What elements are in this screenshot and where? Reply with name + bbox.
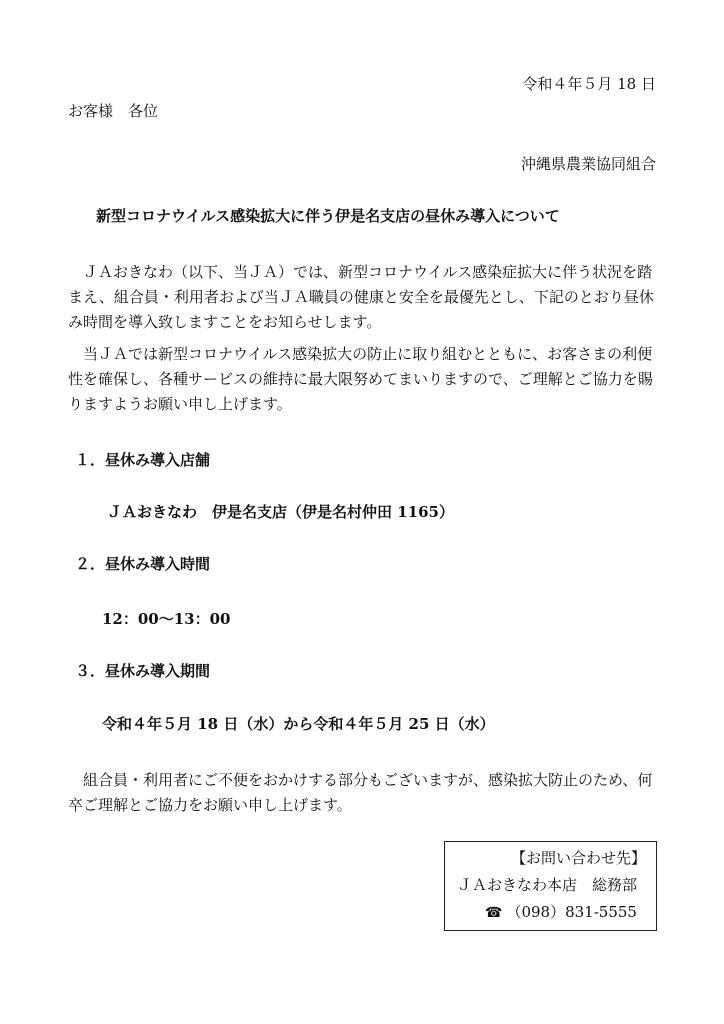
closing-paragraph: 組合員・利用者にご不便をおかけする部分もございますが、感染拡大防止のため、何卒ご理解とご協力をお願い申し上げます。 [68, 771, 653, 814]
section-heading-text: 昼休み導入時間 [105, 555, 211, 573]
recipient-line: お客様 各位 [68, 102, 159, 120]
document-title: 新型コロナウイルス感染拡大に伴う伊是名支店の昼休み導入について [96, 207, 560, 225]
telephone-icon: ☎ [485, 905, 503, 921]
section-number: ３． [75, 662, 106, 680]
section-heading-time [75, 557, 210, 572]
section-body-period: 令和４年５月 18 日（水）から令和４年５月 25 日（水） [102, 715, 495, 733]
contact-box [444, 841, 657, 931]
section-number: １． [75, 451, 106, 469]
contact-heading: 【お問い合わせ先】 [511, 849, 647, 867]
section-heading-text: 昼休み導入店舗 [105, 451, 211, 469]
section-number: ２． [75, 555, 106, 573]
issuer-name: 沖縄県農業協同組合 [520, 155, 656, 173]
contact-department: ＪＡおきなわ本店 総務部 [457, 876, 638, 894]
policy-paragraph: 当ＪＡでは新型コロナウイルス感染拡大の防止に取り組むとともに、お客さまの利便性を確保し、各種サービスの維持に最大限努めてまいりますので、ご理解とご協力を賜りますようお願い申し上げます。 [68, 345, 653, 413]
intro-paragraph: ＪＡおきなわ（以下、当ＪＡ）では、新型コロナウイルス感染症拡大に伴う状況を踏まえ、組合員・利用者および当ＪＡ職員の健康と安全を最優先とし、下記のとおり昼休み時間を導入致しますことをお知らせします。 [68, 263, 654, 331]
contact-phone [485, 905, 637, 920]
phone-number: （098）831-5555 [506, 903, 637, 921]
section-heading-period [75, 664, 210, 679]
section-heading-store [75, 453, 210, 468]
section-body-time: 12：00〜13：00 [102, 610, 231, 628]
section-body-store: ＪＡおきなわ 伊是名支店（伊是名村仲田 1165） [107, 503, 454, 521]
section-heading-text: 昼休み導入期間 [105, 662, 211, 680]
document-date: 令和４年５月 18 日 [522, 75, 656, 93]
